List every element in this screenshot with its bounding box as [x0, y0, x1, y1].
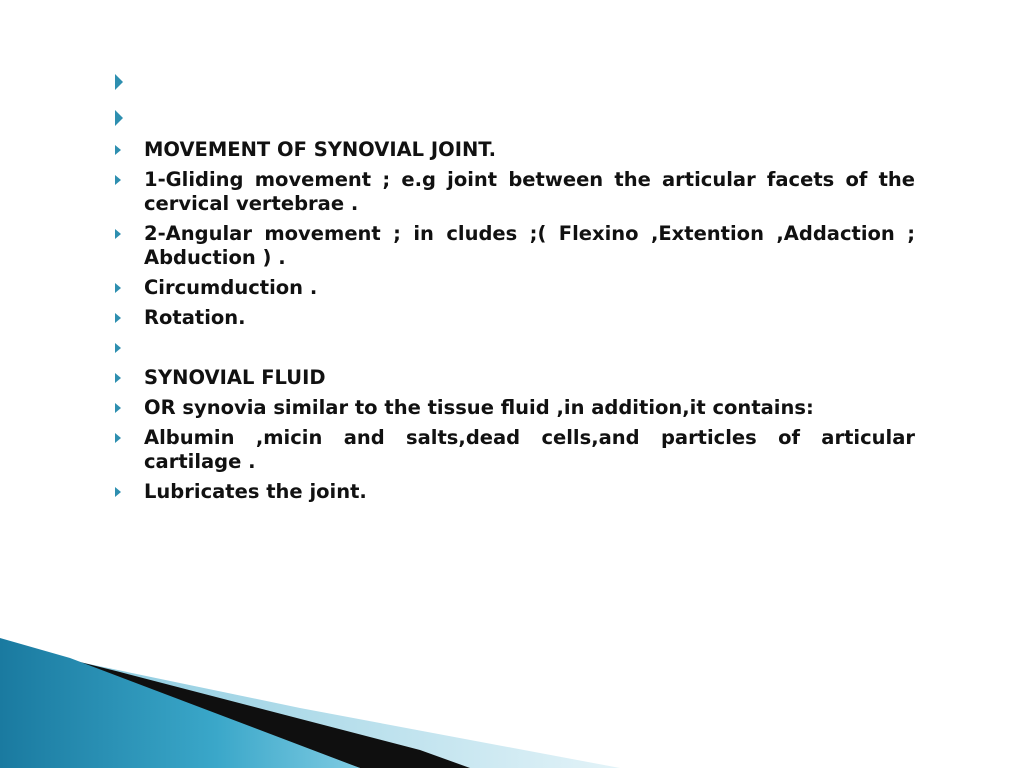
triangle-right-icon	[115, 175, 121, 185]
bullet-item	[115, 168, 915, 216]
bullet-text: SYNOVIAL FLUID	[144, 366, 326, 389]
bullet-item	[115, 396, 915, 420]
triangle-right-icon	[115, 110, 123, 126]
bullet-text: Rotation.	[144, 306, 246, 329]
bullet-item	[115, 222, 915, 270]
bullet-item-empty	[115, 66, 915, 96]
triangle-right-icon	[115, 433, 121, 443]
bullet-item-heading	[115, 138, 915, 162]
triangle-right-icon	[115, 283, 121, 293]
bullet-item	[115, 306, 915, 330]
triangle-right-icon	[115, 145, 121, 155]
decoration-blue-band	[0, 638, 360, 768]
bullet-text: 1-Gliding movement ; e.g joint between the articular facets of the cervical vertebrae .	[144, 168, 915, 215]
triangle-right-icon	[115, 313, 121, 323]
bullet-text: OR synovia similar to the tissue fluid ,in addition,it contains:	[144, 396, 814, 419]
bullet-text: MOVEMENT OF SYNOVIAL JOINT.	[144, 138, 497, 161]
triangle-right-icon	[115, 487, 121, 497]
bullet-list	[115, 66, 915, 510]
triangle-right-icon	[115, 74, 123, 90]
bullet-item	[115, 426, 915, 474]
bullet-text: 2-Angular movement ; in cludes ;( Flexino ,Extention ,Addaction ; Abduction ) .	[144, 222, 915, 269]
bullet-text: Albumin ,micin and salts,dead cells,and particles of articular cartilage .	[144, 426, 915, 473]
slide-corner-decoration	[0, 638, 1024, 768]
triangle-right-icon	[115, 343, 121, 353]
triangle-right-icon	[115, 403, 121, 413]
bullet-item	[115, 480, 915, 504]
bullet-text: Circumduction .	[144, 276, 318, 299]
bullet-item-empty	[115, 102, 915, 132]
bullet-item	[115, 276, 915, 300]
bullet-text: Lubricates the joint.	[144, 480, 367, 503]
bullet-item-empty	[115, 336, 915, 360]
triangle-right-icon	[115, 373, 121, 383]
triangle-right-icon	[115, 229, 121, 239]
bullet-item-heading	[115, 366, 915, 390]
